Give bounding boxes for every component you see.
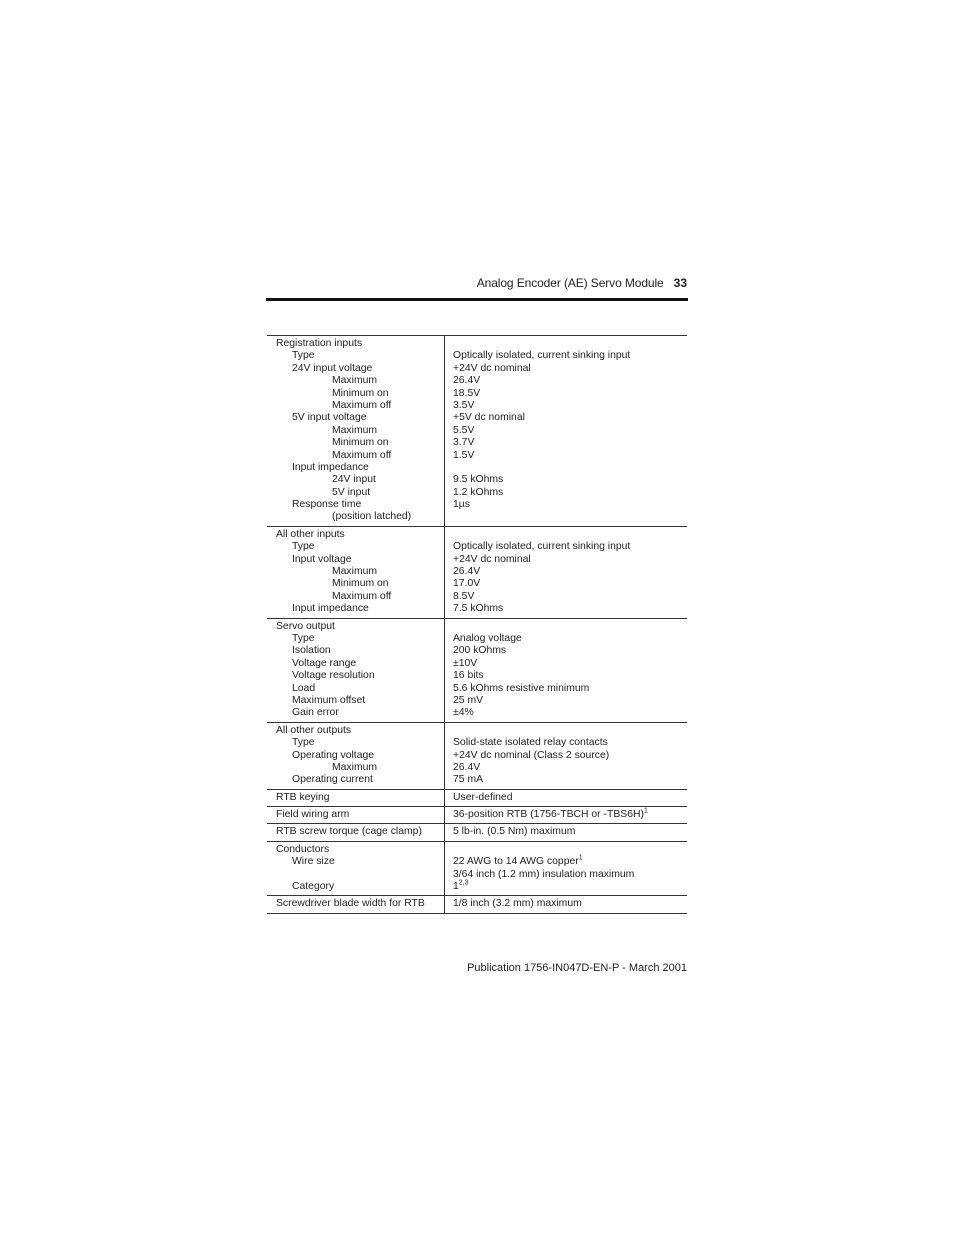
header-rule (266, 298, 688, 301)
spec-label: Conductors (276, 843, 330, 855)
spec-value (453, 881, 687, 893)
spec-label: Category (292, 881, 335, 893)
spec-value (453, 487, 687, 499)
spec-value-text: 1µs (453, 499, 470, 511)
spec-value-text: Optically isolated, current sinking input (453, 350, 631, 362)
spec-label: 5V input (332, 486, 371, 498)
spec-value (453, 578, 687, 590)
spec-label: Type (292, 737, 315, 749)
spec-label: 5V input voltage (292, 412, 367, 424)
spec-label: Wire size (292, 856, 335, 868)
spec-value (453, 350, 687, 362)
spec-value-text: 1 (453, 881, 459, 893)
spec-value-text: +24V dc nominal (453, 553, 531, 565)
spec-value (453, 774, 687, 786)
spec-label: Type (292, 632, 315, 644)
spec-value-text: 36-position RTB (1756-TBCH or -TBS6H) (453, 809, 644, 821)
spec-value-text: +24V dc nominal (453, 362, 531, 374)
spec-value-text: Optically isolated, current sinking input (453, 541, 631, 553)
spec-value-text: 26.4V (453, 566, 481, 578)
spec-label-cell (267, 789, 445, 806)
spec-row (267, 336, 687, 527)
spec-value (453, 856, 687, 868)
spec-label: Type (292, 541, 315, 553)
spec-label-cell (267, 841, 445, 896)
spec-label: 24V input voltage (292, 362, 373, 374)
spec-row (267, 526, 687, 618)
spec-label: Field wiring arm (276, 809, 350, 821)
spec-label: Response time (292, 499, 362, 511)
spec-value-text: 26.4V (453, 761, 481, 773)
spec-label: All other inputs (276, 528, 345, 540)
spec-value (453, 400, 687, 412)
spec-value (453, 725, 687, 737)
spec-value (453, 338, 687, 350)
footnote-reference: 1 (643, 807, 648, 815)
spec-value (453, 645, 687, 657)
spec-row (267, 722, 687, 789)
spec-value-text: Analog voltage (453, 632, 522, 644)
spec-label: Registration inputs (276, 338, 363, 349)
spec-value (453, 707, 687, 719)
spec-label-cell (267, 526, 445, 618)
spec-value (453, 529, 687, 541)
spec-label: Type (292, 350, 315, 362)
spec-value (453, 462, 687, 474)
spec-value-text: Solid-state isolated relay contacts (453, 737, 608, 749)
spec-label: Input impedance (292, 461, 369, 473)
spec-row (267, 618, 687, 722)
spec-value-text: 1.5V (453, 449, 475, 461)
spec-label: Servo output (276, 620, 335, 632)
spec-value (453, 425, 687, 437)
spec-value (453, 826, 687, 838)
spec-label: Isolation (292, 645, 331, 657)
spec-label: Load (292, 682, 316, 694)
spec-value (453, 809, 687, 821)
spec-value (453, 737, 687, 749)
spec-value (453, 658, 687, 670)
spec-value (453, 695, 687, 707)
spec-row (267, 807, 687, 824)
spec-value (453, 844, 687, 856)
spec-value-text: 75 mA (453, 774, 484, 786)
spec-value (453, 621, 687, 633)
spec-label: Minimum on (332, 578, 389, 590)
spec-label: Maximum off (332, 590, 392, 602)
spec-value-text: 18.5V (453, 387, 481, 399)
spec-label: Operating voltage (292, 749, 375, 761)
spec-label: Maximum offset (292, 694, 366, 706)
spec-value-cell (445, 807, 688, 824)
spec-value (453, 388, 687, 400)
spec-label: Maximum (332, 566, 378, 578)
spec-label: 24V input (332, 474, 376, 486)
spec-value-text: +5V dc nominal (453, 412, 525, 424)
spec-row (267, 824, 687, 841)
spec-value (453, 762, 687, 774)
spec-value (453, 566, 687, 578)
spec-label: RTB keying (276, 791, 330, 803)
spec-value (453, 450, 687, 462)
spec-value-text: 22 AWG to 14 AWG copper (453, 856, 579, 868)
spec-value (453, 750, 687, 762)
spec-value (453, 375, 687, 387)
spec-value (453, 898, 687, 910)
spec-value-text: 3.5V (453, 399, 475, 411)
spec-value-cell (445, 336, 688, 527)
spec-value-text: 1.2 kOhms (453, 486, 504, 498)
spec-value-text: ±10V (453, 657, 478, 669)
header-title: Analog Encoder (AE) Servo Module (476, 276, 664, 290)
spec-value-text: 5.5V (453, 424, 475, 436)
spec-value (453, 541, 687, 553)
spec-value (453, 683, 687, 695)
page-number: 33 (673, 276, 687, 290)
spec-value-text: 16 bits (453, 670, 484, 682)
spec-value-text: +24V dc nominal (Class 2 source) (453, 749, 610, 761)
spec-label-cell (267, 896, 445, 913)
spec-label-cell (267, 618, 445, 722)
spec-value-cell (445, 618, 688, 722)
spec-value-text: 200 kOhms (453, 645, 507, 657)
spec-value (453, 437, 687, 449)
spec-value-text: 9.5 kOhms (453, 474, 504, 486)
spec-row (267, 841, 687, 896)
specifications-table (267, 335, 687, 914)
spec-value-cell (445, 896, 688, 913)
spec-value (453, 554, 687, 566)
spec-label: Input impedance (292, 603, 369, 615)
running-header (267, 276, 687, 294)
spec-value-text: ±4% (453, 707, 474, 719)
spec-label-cell (267, 336, 445, 527)
spec-value (453, 499, 687, 511)
spec-label: Maximum (332, 424, 378, 436)
spec-label-cell (267, 807, 445, 824)
spec-row (267, 896, 687, 913)
spec-label: Operating current (292, 774, 373, 786)
spec-label: Maximum (332, 375, 378, 387)
spec-value-text: 25 mV (453, 694, 484, 706)
spec-label: RTB screw torque (cage clamp) (276, 826, 422, 838)
spec-value (453, 412, 687, 424)
spec-value-text: 26.4V (453, 375, 481, 387)
spec-value-cell (445, 526, 688, 618)
spec-value (453, 869, 687, 881)
footnote-reference: 2,3 (458, 879, 469, 887)
spec-label: Minimum on (332, 387, 389, 399)
spec-value (453, 363, 687, 375)
spec-value (453, 670, 687, 682)
spec-value (453, 633, 687, 645)
spec-value-text: 5.6 kOhms resistive minimum (453, 682, 590, 694)
spec-label (276, 869, 444, 881)
spec-value (453, 792, 687, 804)
spec-value-text: 8.5V (453, 590, 475, 602)
spec-value-text: 1/8 inch (3.2 mm) maximum (453, 898, 582, 910)
spec-row (267, 789, 687, 806)
spec-label-cell (267, 722, 445, 789)
spec-value-text: 5 lb-in. (0.5 Nm) maximum (453, 826, 576, 838)
spec-value-text: 7.5 kOhms (453, 603, 504, 615)
spec-value-cell (445, 789, 688, 806)
spec-label-cell (267, 824, 445, 841)
spec-value-cell (445, 824, 688, 841)
spec-label: Voltage range (292, 657, 357, 669)
spec-label: Maximum off (332, 399, 392, 411)
spec-value (453, 591, 687, 603)
footnote-reference: 1 (578, 854, 583, 862)
spec-value-cell (445, 841, 688, 896)
spec-value (453, 603, 687, 615)
spec-label: Voltage resolution (292, 670, 375, 682)
spec-label: All other outputs (276, 724, 352, 736)
spec-value-text: 3/64 inch (1.2 mm) insulation maximum (453, 868, 635, 880)
spec-value (453, 474, 687, 486)
spec-label: (position latched) (332, 511, 412, 523)
spec-value-text: 3.7V (453, 437, 475, 449)
publication-footer: Publication 1756-IN047D-EN-P - March 2001 (467, 962, 687, 974)
spec-value-text: User-defined (453, 791, 513, 803)
spec-value-text: 17.0V (453, 578, 481, 590)
spec-label: Maximum off (332, 449, 392, 461)
spec-label: Input voltage (292, 553, 352, 565)
spec-label: Screwdriver blade width for RTB (276, 898, 425, 910)
spec-label: Maximum (332, 761, 378, 773)
spec-value-cell (445, 722, 688, 789)
spec-label: Gain error (292, 707, 339, 719)
spec-label: Minimum on (332, 437, 389, 449)
